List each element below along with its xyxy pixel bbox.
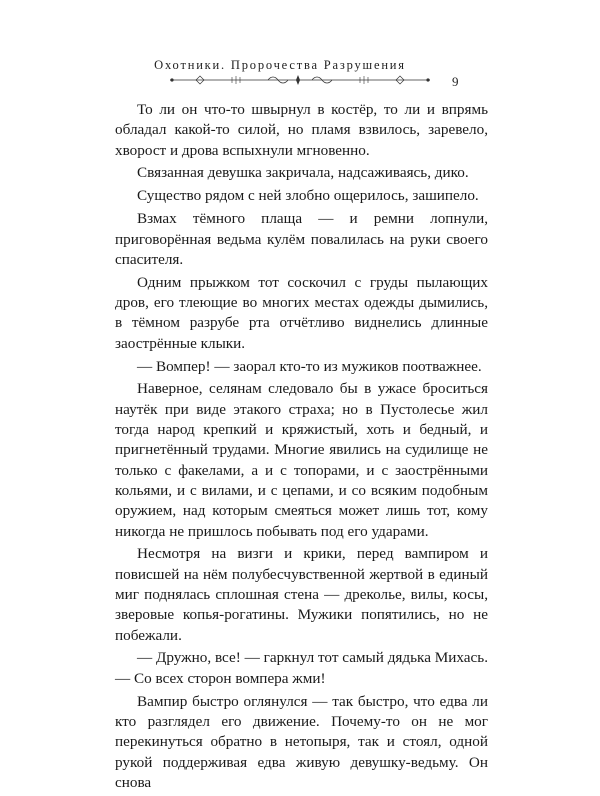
paragraph: Несмотря на визги и крики, перед вампиром и повисшей на нём полубесчувственной жертвой в единый миг поднялась сплошная стена — дреколье, вилы, косы, зверовые копья-рогатины. Мужики попятились, но не побежали.	[115, 545, 488, 644]
paragraph: Связанная девушка закричала, надсаживаясь, дико.	[137, 164, 469, 182]
paragraph: Существо рядом с ней злобно ощерилось, зашипело.	[137, 187, 479, 205]
paragraph: Вампир быстро оглянулся — так быстро, что едва ли кто разглядел его движение. Почему-то он не мог перекинуться обратно в нетопыря, так и стоял, одной рукой поддерживая едва живую девушку-ведьму. Он снова	[115, 692, 488, 791]
page-number: 9	[452, 74, 459, 89]
paragraph: Взмах тёмного плаща — и ремни лопнули, приговорённая ведьма кулём повалилась на руки своего спасителя.	[115, 210, 488, 268]
body-text	[115, 100, 488, 796]
paragraph: — Вомпер! — заорал кто-то из мужиков поотважнее.	[137, 357, 482, 375]
paragraph: То ли он что-то швырнул в костёр, то ли и впрямь обладал какой-то силой, но пламя взвилось, заревело, хворост и дрова вспыхнули мгновенно.	[115, 101, 488, 159]
paragraph: Наверное, селянам следовало бы в ужасе броситься наутёк при виде этакого страха; но в Пустолесье жил тогда народ крепкий и кряжистый, хоть и бедный, и пригнетённый трудами. Многие явились на судилище не только с факелами, а и с топорами, и с заострёнными кольями, и с вилами, и с цепами, и со всяким подобным оружием, над которым смеяться может лишь тот, кому никогда не пришлось побывать под его ударами.	[115, 380, 488, 540]
ornamental-rule-icon	[168, 74, 432, 86]
paragraph: — Дружно, все! — гаркнул тот самый дядька Михась. — Со всех сторон вомпера жми!	[115, 649, 488, 687]
running-title: Охотники. Пророчества Разрушения	[154, 58, 406, 72]
paragraph: Одним прыжком тот соскочил с груды пылающих дров, его тлеющие во многих местах одежды дымились, в тёмном разрубе рта отчётливо виднелись длинные заострённые клыки.	[115, 273, 488, 352]
